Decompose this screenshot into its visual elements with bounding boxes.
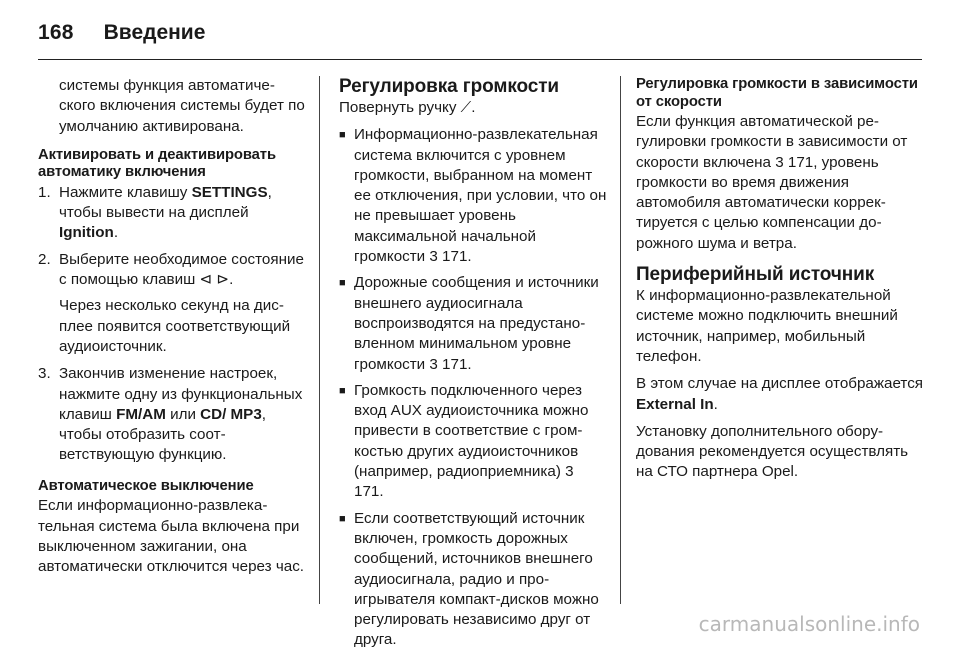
speed-volume-text bbox=[636, 112, 924, 254]
text: , чтобы вывести на дисплей bbox=[59, 183, 272, 222]
step-text: Выберите необходимое состояние с помощью клавиш ⊲ ⊳. bbox=[59, 250, 304, 289]
page-header bbox=[38, 16, 205, 50]
turn-knob-text: Повернуть ручку ⟋. bbox=[339, 99, 476, 116]
key-ignition: Ignition bbox=[59, 224, 114, 242]
text: Закончив изменение настроек, нажмите одну из функциональных клавиш bbox=[59, 365, 303, 423]
peripheral-text: К информационно-развлекательной системе можно подключить внешний источник, например, мобильный телефон. bbox=[636, 287, 898, 365]
heading-volume: Регулировка громкости bbox=[339, 76, 559, 97]
heading-speed-volume: Регулировка громкости в зависимости от скорости bbox=[636, 76, 918, 110]
step-3 bbox=[38, 364, 306, 465]
column-divider-1 bbox=[319, 76, 320, 604]
intro-text: системы функция автоматического включения системы будет по умолчанию активирована. bbox=[59, 77, 305, 135]
heading-auto-off: Автоматическое выключение bbox=[38, 477, 254, 494]
page-reference: 3 171. bbox=[429, 248, 472, 266]
step-text bbox=[59, 364, 306, 465]
heading-peripheral: Периферийный источник bbox=[636, 264, 875, 286]
key-cdmp3: CD/ MP3 bbox=[200, 405, 262, 423]
key-settings: SETTINGS bbox=[191, 183, 268, 201]
page-reference: 3 171. bbox=[429, 355, 472, 373]
column-2 bbox=[339, 76, 607, 657]
header-rule bbox=[38, 59, 922, 60]
text: или bbox=[165, 405, 201, 423]
step-1 bbox=[38, 183, 306, 244]
column-divider-2 bbox=[620, 76, 621, 604]
section-title: Введение bbox=[103, 21, 206, 44]
text: Если функция автоматической регулировки громкости в зависимости от скорости включена bbox=[636, 113, 908, 171]
bullet-square-icon: ■ bbox=[339, 512, 346, 525]
page-reference: 3 171 bbox=[775, 153, 814, 171]
text: В этом случае на дисплее отображается bbox=[636, 375, 924, 393]
bullet-item-1 bbox=[339, 125, 607, 267]
text: Нажмите клавишу bbox=[59, 183, 192, 201]
column-1 bbox=[38, 76, 306, 584]
install-text: Установку дополнительного оборудования рекомендуется осуществлять на СТО партнера Opel. bbox=[636, 422, 909, 481]
bullet-square-icon: ■ bbox=[339, 384, 346, 397]
column-3 bbox=[636, 76, 924, 490]
page-reference: 3 171. bbox=[354, 463, 574, 501]
key-fmam: FM/AM bbox=[116, 405, 166, 423]
step-2-note: Через несколько секунд на дисплее появится соответствующий аудиоисточник. bbox=[59, 297, 291, 355]
bullet-text bbox=[354, 381, 607, 503]
text: , уровень громкости во время движения автомобиля автоматически корректируется с целью компенсации дорожного шума и ветра. bbox=[636, 153, 886, 252]
step-number: 2. bbox=[38, 250, 51, 268]
bullet-text: Если соответствующий источник включен, громкость дорожных сообщений, источников внешнего аудиосигнала, радио и проигрывателя компакт-дисков можно регулировать независимо друг от друга. bbox=[354, 509, 599, 649]
bullet-item-2 bbox=[339, 273, 607, 374]
step-2 bbox=[38, 250, 306, 291]
text: . bbox=[713, 395, 718, 413]
text: Информационно-развлекательная система включится с уровнем громкости, выбранном на момент ее отключения, при условии, что он не превышает уровень максимальной начальной громкости bbox=[354, 126, 607, 266]
page-number: 168 bbox=[38, 21, 74, 44]
heading-activate: Активировать и деактивировать автоматику включения bbox=[38, 146, 276, 181]
bullet-square-icon: ■ bbox=[339, 277, 346, 290]
text: . bbox=[113, 224, 119, 242]
step-number: 1. bbox=[38, 183, 51, 201]
text: Громкость подключенного через вход AUX аудиоисточника можно привести в соответствие с громкостью других аудиоисточников (например, радиоприемника) bbox=[354, 381, 589, 481]
bullet-item-4 bbox=[339, 509, 607, 651]
auto-off-text: Если информационно-развлекательная система была включена при выключенном зажигании, она автоматически отключится через час. bbox=[38, 497, 305, 576]
text: Дорожные сообщения и источники внешнего аудиосигнала воспроизводятся на предустановленном минимальном уровне громкости bbox=[354, 274, 599, 373]
watermark: carmanualsonline.info bbox=[698, 612, 920, 636]
bullet-text bbox=[354, 125, 607, 267]
bullet-square-icon: ■ bbox=[339, 129, 346, 142]
step-number: 3. bbox=[38, 365, 51, 383]
external-in-label: External In bbox=[636, 395, 714, 413]
display-text bbox=[636, 374, 924, 415]
bullet-text bbox=[354, 273, 607, 374]
step-text bbox=[59, 183, 306, 244]
text: , чтобы отобразить соответствующую функцию. bbox=[59, 405, 266, 464]
bullet-item-3 bbox=[339, 381, 607, 503]
